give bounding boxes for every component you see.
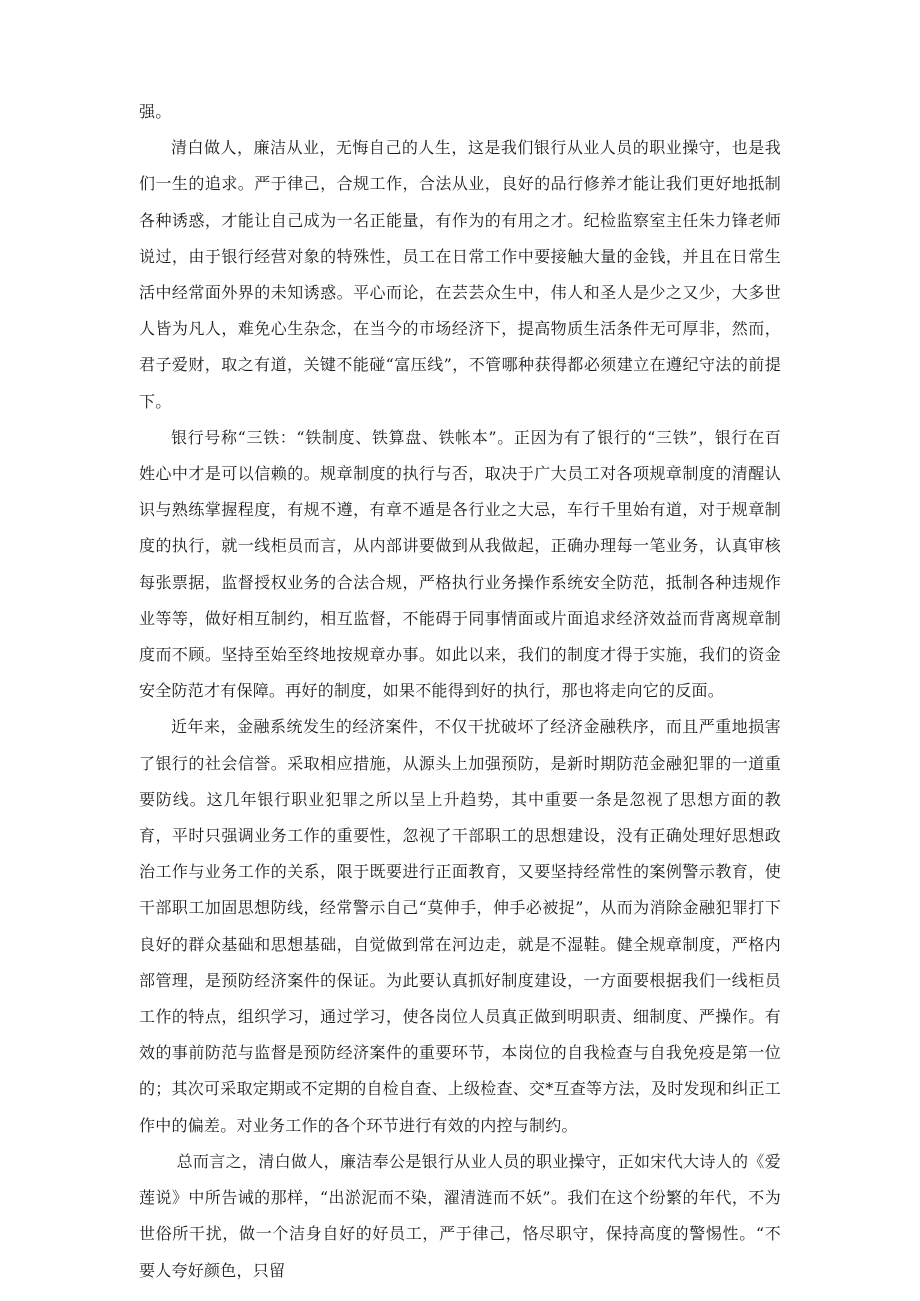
paragraph-prevention: 近年来，金融系统发生的经济案件，不仅干扰破坏了经济金融秩序，而且严重地损害了银行的社会信誉。采取相应措施，从源头上加强预防，是新时期防范金融犯罪的一道重要防线。这几年银行职业犯罪之所以呈上升趋势，其中重要一条是忽视了思想方面的教育，平时只强调业务工作的重要性，忽视了干部职工的思想建设，没有正确处理好思想政治工作与业务工作的关系，限于既要进行正面教育，又要坚持经常性的案例警示教育，使干部职工加固思想防线，经常警示自己“莫伸手，伸手必被捉”，从而为消除金融犯罪打下良好的群众基础和思想基础，自觉做到常在河边走，就是不湿鞋。健全规章制度，严格内部管理，是预防经济案件的保证。为此要认真抓好制度建设，一方面要根据我们一线柜员工作的特点，组织学习，通过学习，使各岗位人员真正做到明职责、细制度、严操作。有效的事前防范与监督是预防经济案件的重要环节，本岗位的自我检查与自我免疫是第一位的；其次可采取定期或不定期的自检自查、上级检查、交*互查等方法，及时发现和纠正工作中的偏差。对业务工作的各个环节进行有效的内控与制约。 [139,717,782,1135]
paragraph-continuation: 强。 [139,102,172,121]
paragraph-three-iron: 银行号称“三铁：“铁制度、铁算盘、铁帐本”。正因为有了银行的“三铁”，银行在百姓心中才是可以信赖的。规章制度的执行与否，取决于广大员工对各项规章制度的清醒认识与熟练掌握程度，有规不遵，有章不遁是各行业之大忌，车行千里始有道，对于规章制度的执行，就一线柜员而言，从内部讲要做到从我做起，正确办理每一笔业务，认真审核每张票据，监督授权业务的合法合规，严格执行业务操作系统安全防范，抵制各种违规作业等等，做好相互制约，相互监督，不能碍于同事情面或片面追求经济效益而背离规章制度而不顾。坚持至始至终地按规章办事。如此以来，我们的制度才得于实施，我们的资金安全防范才有保障。再好的制度，如果不能得到好的执行，那也将走向它的反面。 [139,427,781,701]
paragraph-integrity: 清白做人，廉洁从业，无悔自己的人生，这是我们银行从业人员的职业操守，也是我们一生的追求。严于律己，合规工作，合法从业，良好的品行修养才能让我们更好地抵制各种诱惑，才能让自己成为一名正能量，有作为的有用之才。纪检监察室主任朱力锋老师说过，由于银行经营对象的特殊性，员工在日常工作中要接触大量的金钱，并且在日常生活中经常面外界的未知诱惑。平心而论，在芸芸众生中，伟人和圣人是少之又少，大多世人皆为凡人，难免心生杂念，在当今的市场经济下，提高物质生活条件无可厚非，然而，君子爱财，取之有道，关键不能碰“富压线”，不管哪种获得都必须建立在遵纪守法的前提下。 [139,138,781,411]
document-body [139,94,781,1289]
paragraph-conclusion: 总而言之，清白做人，廉洁奉公是银行从业人员的职业操守，正如宋代大诗人的《爱莲说》中所告诫的那样，“出淤泥而不染，濯清涟而不妖”。我们在这个纷繁的年代，不为世俗所干扰，做一个洁身自好的好员工，严于律己，恪尽职守，保持高度的警惕性。“不要人夸好颜色，只留 [139,1151,781,1280]
